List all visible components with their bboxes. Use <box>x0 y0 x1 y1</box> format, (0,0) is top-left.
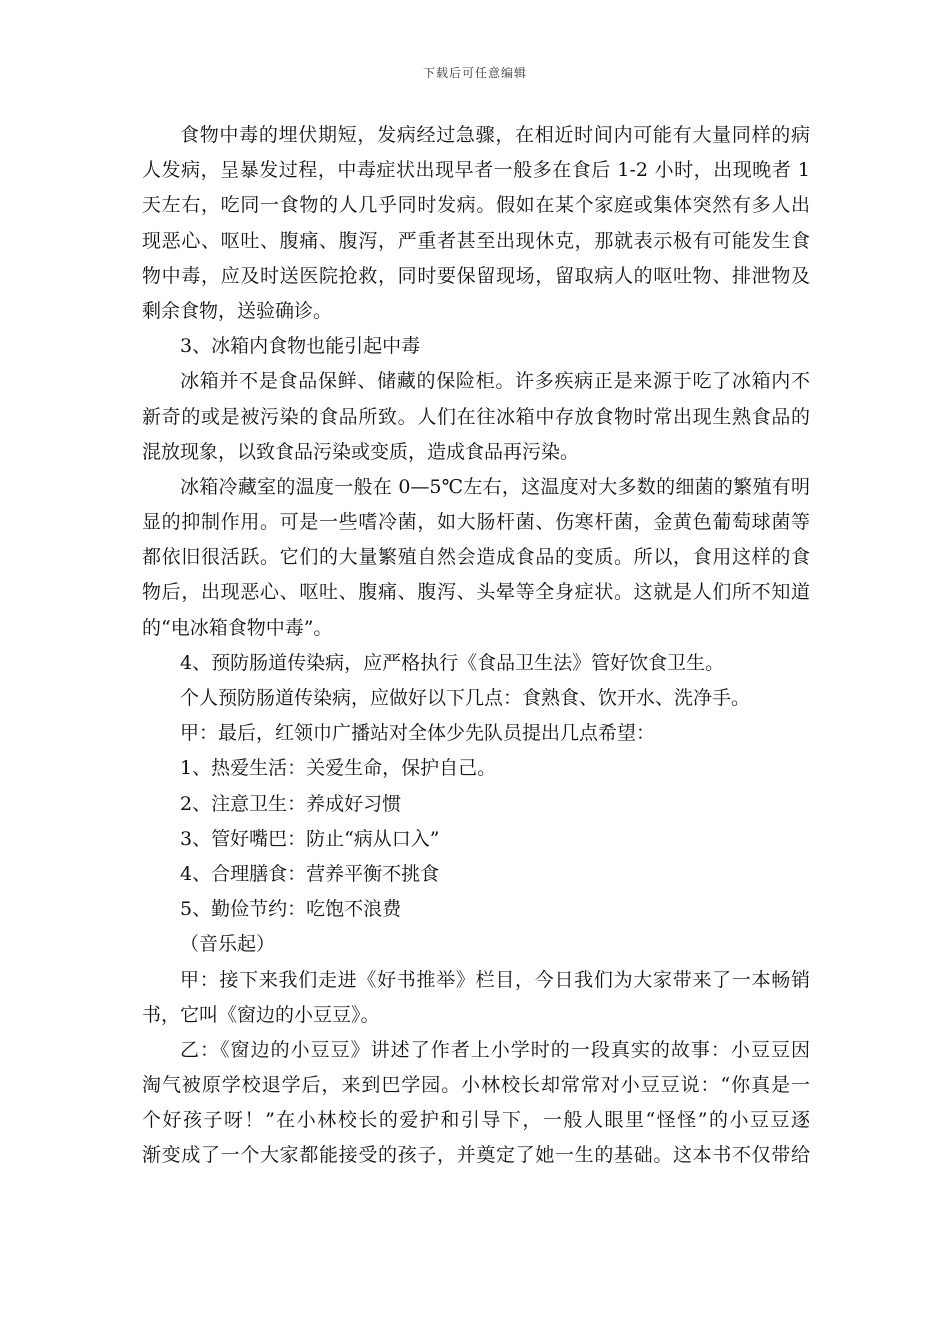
text-line: 5、勤俭节约：吃饱不浪费 <box>180 898 402 921</box>
text-line: 冰箱并不是食品保鲜、储藏的保险柜。许多疾病正是来源于吃了冰箱内不 <box>180 370 810 393</box>
text-line: 现恶心、呕吐、腹痛、腹泻，严重者甚至出现休克，那就表示极有可能发生食 <box>142 229 810 252</box>
text-line: 物中毒，应及时送医院抢救，同时要保留现场，留取病人的呕吐物、排泄物及 <box>142 264 810 287</box>
text-line: 显的抑制作用。可是一些嗜冷菌，如大肠杆菌、伤寒杆菌，金黄色葡萄球菌等 <box>142 511 810 534</box>
text-line: （音乐起） <box>180 933 276 956</box>
text-line: 书，它叫《窗边的小豆豆》。 <box>142 1003 380 1026</box>
page-header-note: 下载后可任意编辑 <box>422 66 527 80</box>
text-line: 渐变成了一个大家都能接受的孩子，并奠定了她一生的基础。这本书不仅带给 <box>142 1144 810 1167</box>
text-line: 食物中毒的埋伏期短，发病经过急骤，在相近时间内可能有大量同样的病 <box>180 124 810 146</box>
text-line: 3、管好嘴巴：防止“病从口入” <box>180 827 440 850</box>
text-line: 乙：《窗边的小豆豆》讲述了作者上小学时的一段真实的故事：小豆豆因 <box>180 1038 810 1061</box>
text-line: 天左右，吃同一食物的人几乎同时发病。假如在某个家庭或集体突然有多人出 <box>142 194 810 217</box>
text-line: 淘气被原学校退学后，来到巴学园。小林校长却常常对小豆豆说：“你真是一 <box>142 1074 810 1097</box>
text-line: 1、热爱生活：关爱生命，保护自己。 <box>180 757 497 780</box>
text-line: 甲：最后，红领巾广播站对全体少先队员提出几点希望： <box>180 722 656 745</box>
text-line: 剩余食物，送验确诊。 <box>142 299 333 322</box>
text-line: 新奇的或是被污染的食品所致。人们在往冰箱中存放食物时常出现生熟食品的 <box>142 405 810 428</box>
document-body <box>142 118 810 1174</box>
text-line: 都依旧很活跃。它们的大量繁殖自然会造成食品的变质。所以，食用这样的食 <box>142 546 810 569</box>
text-line: 3、冰箱内食物也能引起中毒 <box>180 335 421 358</box>
text-line: 冰箱冷藏室的温度一般在 0—5℃左右，这温度对大多数的细菌的繁殖有明 <box>180 475 810 498</box>
text-line: 4、预防肠道传染病，应严格执行《食品卫生法》管好饮食卫生。 <box>180 651 725 674</box>
text-line: 个人预防肠道传染病，应做好以下几点：食熟食、饮开水、洗净手。 <box>180 687 751 709</box>
text-line: 的“电冰箱食物中毒”。 <box>142 616 333 639</box>
text-line: 个好孩子呀！”在小林校长的爱护和引导下，一般人眼里“怪怪”的小豆豆逐 <box>142 1109 810 1132</box>
text-line: 2、注意卫生：养成好习惯 <box>180 792 402 815</box>
text-line: 人发病，呈暴发过程，中毒症状出现早者一般多在食后 1-2 小时，出现晚者 1 <box>142 159 810 182</box>
text-line: 物后，出现恶心、呕吐、腹痛、腹泻、头晕等全身症状。这就是人们所不知道 <box>142 581 810 604</box>
text-line: 4、合理膳食：营养平衡不挑食 <box>180 862 440 885</box>
text-line: 甲：接下来我们走进《好书推举》栏目，今日我们为大家带来了一本畅销 <box>180 968 810 991</box>
text-line: 混放现象，以致食品污染或变质，造成食品再污染。 <box>142 440 580 463</box>
